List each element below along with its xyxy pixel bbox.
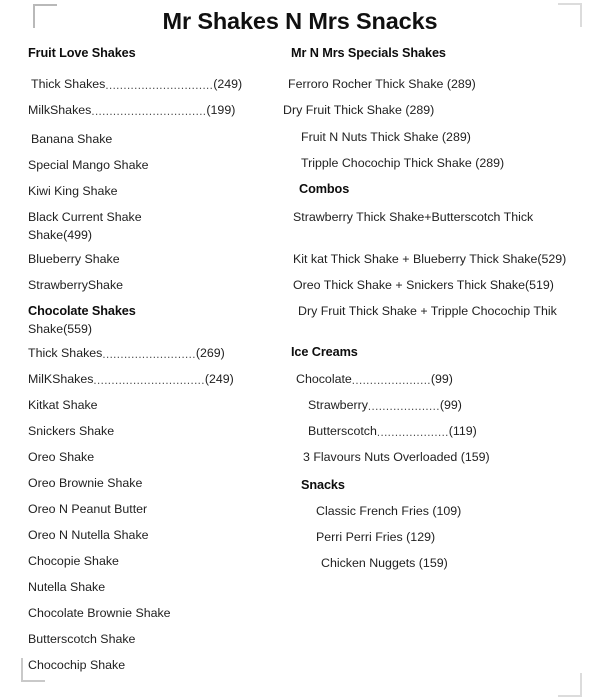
item-butterscotch-ice-cream: [283, 424, 600, 440]
item-strawberry-ice-cream: [283, 398, 600, 414]
item-classic-french-fries-label: Classic French Fries (109): [316, 504, 462, 518]
item-kiwi-king-shake-label: Kiwi King Shake: [28, 184, 118, 198]
item-chocolate-thick-shakes: [0, 346, 318, 362]
section-snacks: [283, 478, 600, 493]
combo-strawberry-butterscotch: [283, 210, 600, 225]
combo-oreo-snickers: [283, 278, 600, 293]
item-milkshakes-price: (199): [206, 103, 236, 117]
section-mr-n-mrs-specials-shakes: [283, 46, 600, 61]
section-combos-label: Combos: [299, 182, 350, 196]
item-blueberry-shake: [0, 252, 318, 267]
item-tripple-chocochip-thick-shake-label: Tripple Chocochip Thick Shake (289): [301, 156, 505, 170]
combo-oreo-snickers-label: Oreo Thick Shake + Snickers Thick Shake(519): [293, 278, 554, 292]
item-3-flavours-nuts-overloaded: [283, 450, 600, 465]
item-strawberry-shake: [0, 278, 318, 293]
overflow-shake-559: [0, 322, 318, 337]
item-fruit-n-nuts-thick-shake-label: Fruit N Nuts Thick Shake (289): [301, 130, 471, 144]
item-thick-shakes-label: Thick Shakes: [31, 77, 106, 91]
item-chocolate-thick-shakes-dot-leader: ..........................: [102, 349, 196, 361]
item-dry-fruit-thick-shake-label: Dry Fruit Thick Shake (289): [283, 103, 435, 117]
item-chocolate-milkshakes-price: (249): [204, 372, 234, 386]
item-strawberry-ice-cream-price: (99): [439, 398, 462, 412]
item-classic-french-fries: [283, 504, 600, 519]
item-banana-shake: [0, 132, 321, 147]
item-oreo-shake: [0, 450, 318, 465]
combo-strawberry-butterscotch-label: Strawberry Thick Shake+Butterscotch Thick: [293, 210, 534, 224]
section-snacks-label: Snacks: [301, 478, 345, 492]
item-perri-perri-fries: [283, 530, 600, 545]
item-snickers-shake-label: Snickers Shake: [28, 424, 115, 438]
item-butterscotch-ice-cream-price: (119): [448, 424, 477, 438]
overflow-shake-499-label: Shake(499): [28, 228, 93, 242]
item-chocopie-shake-label: Chocopie Shake: [28, 554, 119, 568]
item-chocolate-ice-cream-price: (99): [430, 372, 453, 386]
item-black-current-shake-label: Black Current Shake: [28, 210, 142, 224]
item-chocolate-ice-cream: [283, 372, 600, 388]
combo-kitkat-blueberry: [283, 252, 600, 267]
item-chocolate-thick-shakes-label: Thick Shakes: [28, 346, 103, 360]
item-perri-perri-fries-label: Perri Perri Fries (129): [316, 530, 436, 544]
item-chocolate-thick-shakes-price: (269): [195, 346, 225, 360]
section-chocolate-shakes: [0, 304, 318, 319]
item-nutella-shake: [0, 580, 318, 595]
item-ferroro-rocher-thick-shake: [283, 77, 600, 92]
item-milkshakes-dot-leader: ................................: [91, 106, 207, 118]
item-fruit-n-nuts-thick-shake: [283, 130, 600, 145]
combo-dryfruit-tripple-chocochip: [283, 304, 600, 319]
item-chocochip-shake: [0, 658, 318, 673]
section-mr-n-mrs-specials-shakes-label: Mr N Mrs Specials Shakes: [291, 46, 446, 60]
item-butterscotch-shake-label: Butterscotch Shake: [28, 632, 136, 646]
item-chocolate-milkshakes: [0, 372, 318, 388]
combo-kitkat-blueberry-label: Kit kat Thick Shake + Blueberry Thick Shake(529): [293, 252, 567, 266]
section-fruit-love-shakes-label: Fruit Love Shakes: [28, 46, 136, 60]
section-ice-creams-label: Ice Creams: [291, 345, 358, 359]
section-chocolate-shakes-label: Chocolate Shakes: [28, 304, 136, 318]
item-thick-shakes-dot-leader: ..............................: [105, 80, 214, 92]
item-kiwi-king-shake: [0, 184, 318, 199]
item-black-current-shake: [0, 210, 318, 225]
item-oreo-n-peanut-butter-label: Oreo N Peanut Butter: [28, 502, 148, 516]
item-chocolate-milkshakes-dot-leader: ...............................: [93, 375, 205, 387]
item-chocolate-milkshakes-label: MilKShakes: [28, 372, 94, 386]
item-chocolate-ice-cream-dot-leader: ......................: [351, 375, 431, 387]
item-nutella-shake-label: Nutella Shake: [28, 580, 106, 594]
item-strawberry-ice-cream-label: Strawberry: [308, 398, 368, 412]
item-dry-fruit-thick-shake: [283, 103, 600, 118]
item-chocolate-brownie-shake: [0, 606, 318, 621]
item-oreo-n-peanut-butter: [0, 502, 318, 517]
item-strawberry-ice-cream-dot-leader: ....................: [367, 401, 440, 413]
combo-dryfruit-tripple-chocochip-label: Dry Fruit Thick Shake + Tripple Chocochip Thik: [298, 304, 557, 318]
menu-title: Mr Shakes N Mrs Snacks: [162, 8, 438, 34]
crop-mark-bottom-right: [558, 673, 582, 697]
item-thick-shakes-price: (249): [213, 77, 243, 91]
item-chocolate-ice-cream-label: Chocolate: [296, 372, 352, 386]
item-chocopie-shake: [0, 554, 318, 569]
item-kitkat-shake: [0, 398, 318, 413]
item-tripple-chocochip-thick-shake: [283, 156, 600, 171]
item-butterscotch-ice-cream-dot-leader: ....................: [376, 427, 449, 439]
item-oreo-shake-label: Oreo Shake: [28, 450, 95, 464]
item-special-mango-shake-label: Special Mango Shake: [28, 158, 149, 172]
item-chocolate-brownie-shake-label: Chocolate Brownie Shake: [28, 606, 171, 620]
section-combos: [283, 182, 600, 197]
item-ferroro-rocher-thick-shake-label: Ferroro Rocher Thick Shake (289): [288, 77, 476, 91]
item-banana-shake-label: Banana Shake: [31, 132, 113, 146]
item-milkshakes: [0, 103, 318, 119]
item-oreo-n-nutella-shake-label: Oreo N Nutella Shake: [28, 528, 149, 542]
item-chicken-nuggets-label: Chicken Nuggets (159): [321, 556, 448, 570]
item-chocochip-shake-label: Chocochip Shake: [28, 658, 126, 672]
item-snickers-shake: [0, 424, 318, 439]
item-3-flavours-nuts-overloaded-label: 3 Flavours Nuts Overloaded (159): [303, 450, 490, 464]
section-fruit-love-shakes: [0, 46, 318, 61]
item-milkshakes-label: MilkShakes: [28, 103, 92, 117]
overflow-shake-499: [0, 228, 318, 243]
item-thick-shakes: [0, 77, 321, 93]
overflow-shake-559-label: Shake(559): [28, 322, 93, 336]
item-oreo-brownie-shake-label: Oreo Brownie Shake: [28, 476, 143, 490]
item-butterscotch-ice-cream-label: Butterscotch: [308, 424, 377, 438]
item-special-mango-shake: [0, 158, 318, 173]
item-chicken-nuggets: [283, 556, 600, 571]
section-ice-creams: [283, 345, 600, 360]
item-strawberry-shake-label: StrawberryShake: [28, 278, 124, 292]
item-oreo-brownie-shake: [0, 476, 318, 491]
item-blueberry-shake-label: Blueberry Shake: [28, 252, 120, 266]
item-kitkat-shake-label: Kitkat Shake: [28, 398, 98, 412]
item-oreo-n-nutella-shake: [0, 528, 318, 543]
item-butterscotch-shake: [0, 632, 318, 647]
